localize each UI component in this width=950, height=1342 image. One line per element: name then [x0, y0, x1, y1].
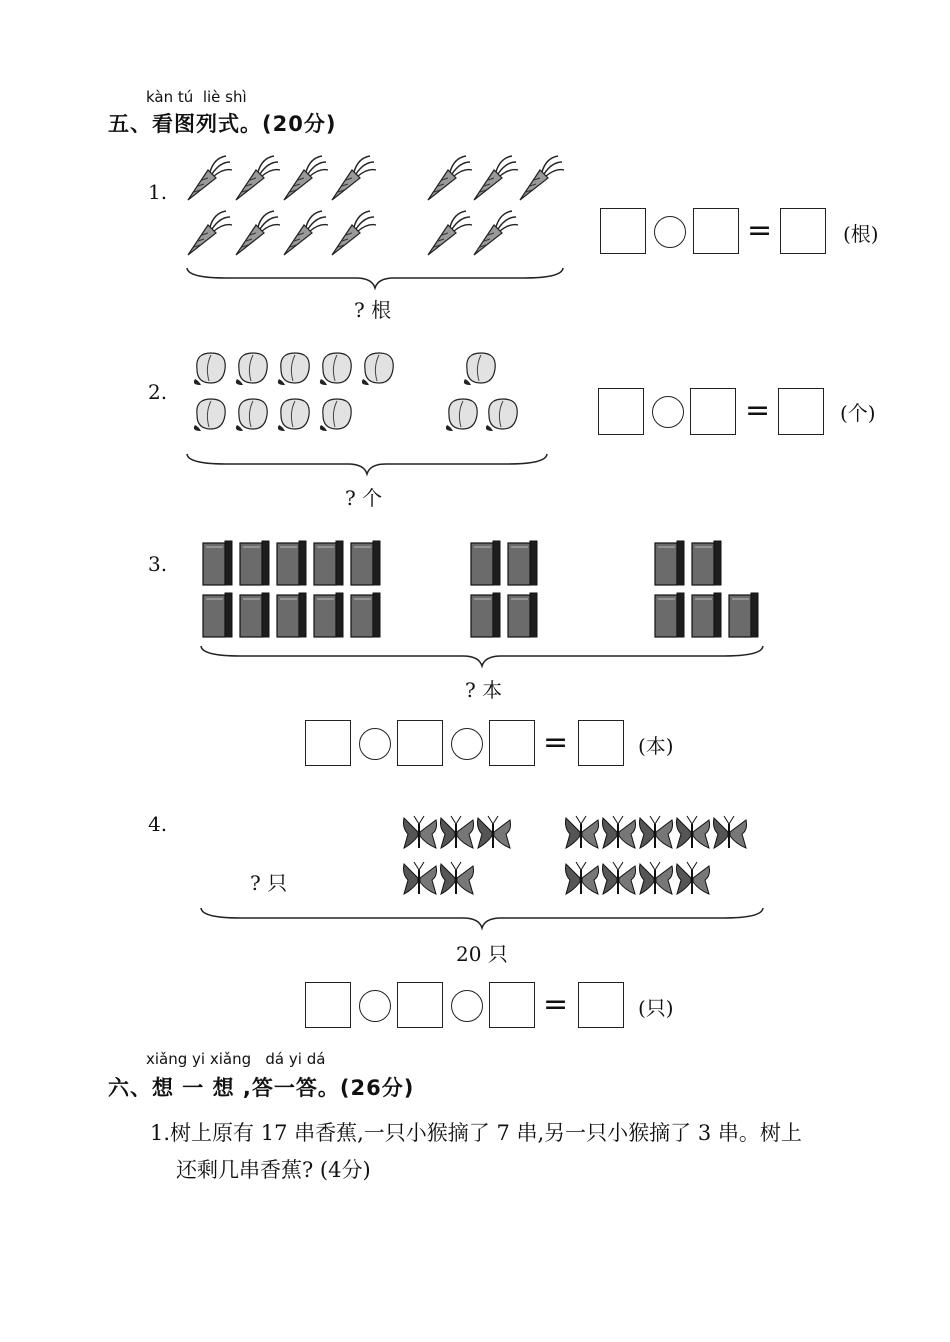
book-icon	[277, 593, 306, 637]
question-2-number: 2.	[148, 380, 168, 404]
butterfly-icon	[478, 816, 511, 848]
unit-q3: (本)	[638, 734, 674, 758]
equals-sign-q1: =	[747, 213, 773, 248]
butterfly-icon	[566, 816, 599, 848]
peach-icon	[278, 353, 309, 385]
carrot-icon	[474, 211, 518, 255]
answer-box-q4-c[interactable]	[489, 982, 535, 1028]
peach-icon	[236, 399, 267, 431]
book-icon	[508, 541, 537, 585]
carrot-icon	[332, 156, 376, 200]
question-6-1-line1: 1.树上原有 17 串香蕉,一只小猴摘了 7 串,另一只小猴摘了 3 串。树上	[150, 1121, 802, 1145]
operator-circle-q4-b[interactable]	[451, 990, 483, 1022]
question-3-number: 3.	[148, 552, 168, 576]
butterfly-icon	[566, 862, 599, 894]
carrot-picture	[180, 150, 580, 265]
peach-icon	[194, 399, 225, 431]
book-icon	[314, 541, 343, 585]
answer-box-q2-result[interactable]	[778, 388, 824, 435]
butterfly-icon	[603, 816, 636, 848]
answer-box-q3-result[interactable]	[578, 720, 624, 766]
butterfly-icon	[404, 816, 437, 848]
answer-box-q1-a[interactable]	[600, 208, 646, 254]
unit-q2: (个)	[840, 401, 876, 425]
operator-circle-q3-a[interactable]	[359, 728, 391, 760]
butterfly-icon	[404, 862, 437, 894]
carrot-icon	[428, 156, 472, 200]
carrot-icon	[520, 156, 564, 200]
carrot-icon	[428, 211, 472, 255]
book-icon	[655, 593, 684, 637]
operator-circle-q2[interactable]	[652, 396, 684, 428]
section6-title: 六、想 一 想 ,答一答。(26分)	[108, 1076, 415, 1100]
answer-box-q3-b[interactable]	[397, 720, 443, 766]
book-icon	[277, 541, 306, 585]
question-6-1-line2: 还剩几串香蕉? (4分)	[176, 1158, 371, 1182]
answer-box-q2-b[interactable]	[690, 388, 736, 435]
book-icon	[203, 593, 232, 637]
butterfly-icon	[441, 862, 474, 894]
answer-box-q4-b[interactable]	[397, 982, 443, 1028]
book-icon	[471, 541, 500, 585]
peach-icon	[194, 353, 225, 385]
section6-pinyin: xiǎng yi xiǎng dá yi dá	[146, 1050, 326, 1068]
operator-circle-q3-b[interactable]	[451, 728, 483, 760]
brace-q2	[186, 452, 548, 476]
section5-pinyin: kàn tú liè shì	[146, 88, 247, 106]
book-icon	[729, 593, 758, 637]
carrot-icon	[284, 156, 328, 200]
question-1-label: ? 根	[354, 298, 392, 322]
section5-title: 五、看图列式。(20分)	[108, 112, 337, 136]
book-icon	[692, 593, 721, 637]
answer-box-q4-result[interactable]	[578, 982, 624, 1028]
peach-icon	[236, 353, 267, 385]
book-icon	[240, 593, 269, 637]
book-icon	[240, 541, 269, 585]
carrot-icon	[284, 211, 328, 255]
butterfly-icon	[714, 816, 747, 848]
operator-circle-q4-a[interactable]	[359, 990, 391, 1022]
question-4-total: 20 只	[456, 942, 508, 966]
answer-box-q3-a[interactable]	[305, 720, 351, 766]
butterfly-picture	[398, 810, 758, 910]
brace-q4	[200, 906, 764, 930]
equals-sign-q2: =	[745, 393, 771, 428]
book-icon	[692, 541, 721, 585]
operator-circle-q1[interactable]	[654, 216, 686, 248]
answer-box-q4-a[interactable]	[305, 982, 351, 1028]
answer-box-q1-b[interactable]	[693, 208, 739, 254]
equals-sign-q4: =	[543, 987, 569, 1022]
book-icon	[314, 593, 343, 637]
peach-icon	[362, 353, 393, 385]
question-4-label: ? 只	[250, 871, 288, 895]
peach-icon	[486, 399, 517, 431]
carrot-icon	[236, 211, 280, 255]
peach-icon	[320, 353, 351, 385]
equals-sign-q3: =	[543, 725, 569, 760]
butterfly-icon	[603, 862, 636, 894]
book-icon	[203, 541, 232, 585]
unit-q4: (只)	[638, 996, 674, 1020]
question-3-label: ? 本	[465, 678, 503, 702]
question-1-number: 1.	[148, 180, 168, 204]
peach-icon	[278, 399, 309, 431]
question-2-label: ? 个	[345, 486, 383, 510]
carrot-icon	[474, 156, 518, 200]
book-icon	[351, 541, 380, 585]
peach-picture	[185, 345, 545, 445]
carrot-icon	[332, 211, 376, 255]
book-icon	[471, 593, 500, 637]
book-icon	[508, 593, 537, 637]
peach-icon	[464, 353, 495, 385]
carrot-icon	[188, 156, 232, 200]
butterfly-icon	[441, 816, 474, 848]
brace-q1	[186, 266, 564, 290]
book-icon	[655, 541, 684, 585]
answer-box-q2-a[interactable]	[598, 388, 644, 435]
answer-box-q1-result[interactable]	[780, 208, 826, 254]
butterfly-icon	[677, 862, 710, 894]
peach-icon	[320, 399, 351, 431]
book-picture	[195, 535, 765, 645]
peach-icon	[446, 399, 477, 431]
carrot-icon	[236, 156, 280, 200]
unit-q1: (根)	[843, 222, 879, 246]
brace-q3	[200, 644, 764, 668]
butterfly-icon	[677, 816, 710, 848]
butterfly-icon	[640, 862, 673, 894]
answer-box-q3-c[interactable]	[489, 720, 535, 766]
book-icon	[351, 593, 380, 637]
butterfly-icon	[640, 816, 673, 848]
question-4-number: 4.	[148, 812, 168, 836]
carrot-icon	[188, 211, 232, 255]
